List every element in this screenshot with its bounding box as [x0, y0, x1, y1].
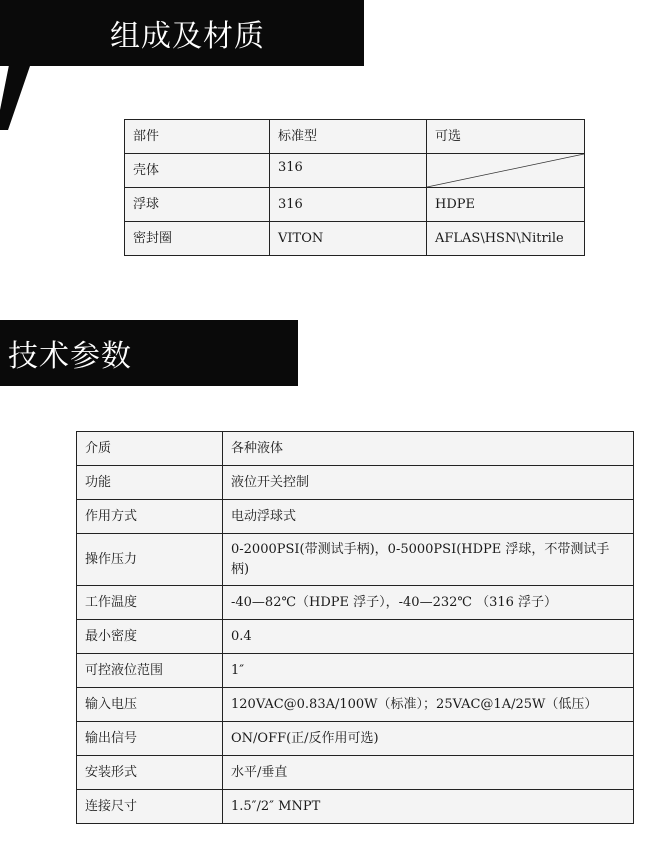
spec-value: 各种液体: [223, 432, 634, 466]
table-row: [125, 222, 585, 256]
table-row: [77, 654, 634, 688]
spec-label: 可控液位范围: [77, 654, 223, 688]
spec-label: 最小密度: [77, 620, 223, 654]
table-cell: HDPE: [427, 188, 585, 222]
spec-label: 安装形式: [77, 756, 223, 790]
table-cell: 浮球: [125, 188, 270, 222]
spec-value: 液位开关控制: [223, 466, 634, 500]
header-cell: 标准型: [270, 120, 427, 154]
section-title-specs: [0, 320, 298, 386]
section-title-text: 技术参数: [8, 339, 132, 374]
table-row: [77, 432, 634, 466]
table-row: [77, 722, 634, 756]
table-header-row: [125, 120, 585, 154]
table-row: [77, 586, 634, 620]
spec-label: 作用方式: [77, 500, 223, 534]
table-cell: 316: [270, 154, 427, 188]
spec-value: 120VAC@0.83A/100W（标准）；25VAC@1A/25W（低压）: [223, 688, 634, 722]
diagonal-line: [427, 154, 584, 187]
table-row: [77, 534, 634, 586]
spec-label: 连接尺寸: [77, 790, 223, 824]
materials-table: [124, 119, 585, 256]
section-title-text: 组成及材质: [110, 19, 265, 54]
spec-label: 输出信号: [77, 722, 223, 756]
table-cell: AFLAS\HSN\Nitrile: [427, 222, 585, 256]
specs-table: [76, 431, 634, 824]
spec-label: 工作温度: [77, 586, 223, 620]
table-cell: 316: [270, 188, 427, 222]
spec-value: 0-2000PSI(带测试手柄)，0-5000PSI(HDPE 浮球，不带测试手柄): [223, 534, 634, 586]
spec-label: 操作压力: [77, 534, 223, 586]
spec-label: 介质: [77, 432, 223, 466]
spec-value: -40—82℃（HDPE 浮子），-40—232℃ （316 浮子）: [223, 586, 634, 620]
table-row: [77, 688, 634, 722]
header-cell: 部件: [125, 120, 270, 154]
spec-value: 1.5″/2″ MNPT: [223, 790, 634, 824]
table-cell: VITON: [270, 222, 427, 256]
spec-label: 功能: [77, 466, 223, 500]
empty-diagonal-cell: [427, 154, 585, 188]
table-row: [125, 154, 585, 188]
spec-value: 水平/垂直: [223, 756, 634, 790]
table-row: [77, 466, 634, 500]
spec-label: 输入电压: [77, 688, 223, 722]
table-row: [77, 620, 634, 654]
table-row: [125, 188, 585, 222]
spec-value: ON/OFF(正/反作用可选): [223, 722, 634, 756]
table-row: [77, 756, 634, 790]
table-cell: 密封圈: [125, 222, 270, 256]
spec-value: 0.4: [223, 620, 634, 654]
spec-value: 1″: [223, 654, 634, 688]
table-cell: 壳体: [125, 154, 270, 188]
header-cell: 可选: [427, 120, 585, 154]
spec-value: 电动浮球式: [223, 500, 634, 534]
section-title-materials: [0, 0, 364, 66]
table-row: [77, 500, 634, 534]
table-row: [77, 790, 634, 824]
